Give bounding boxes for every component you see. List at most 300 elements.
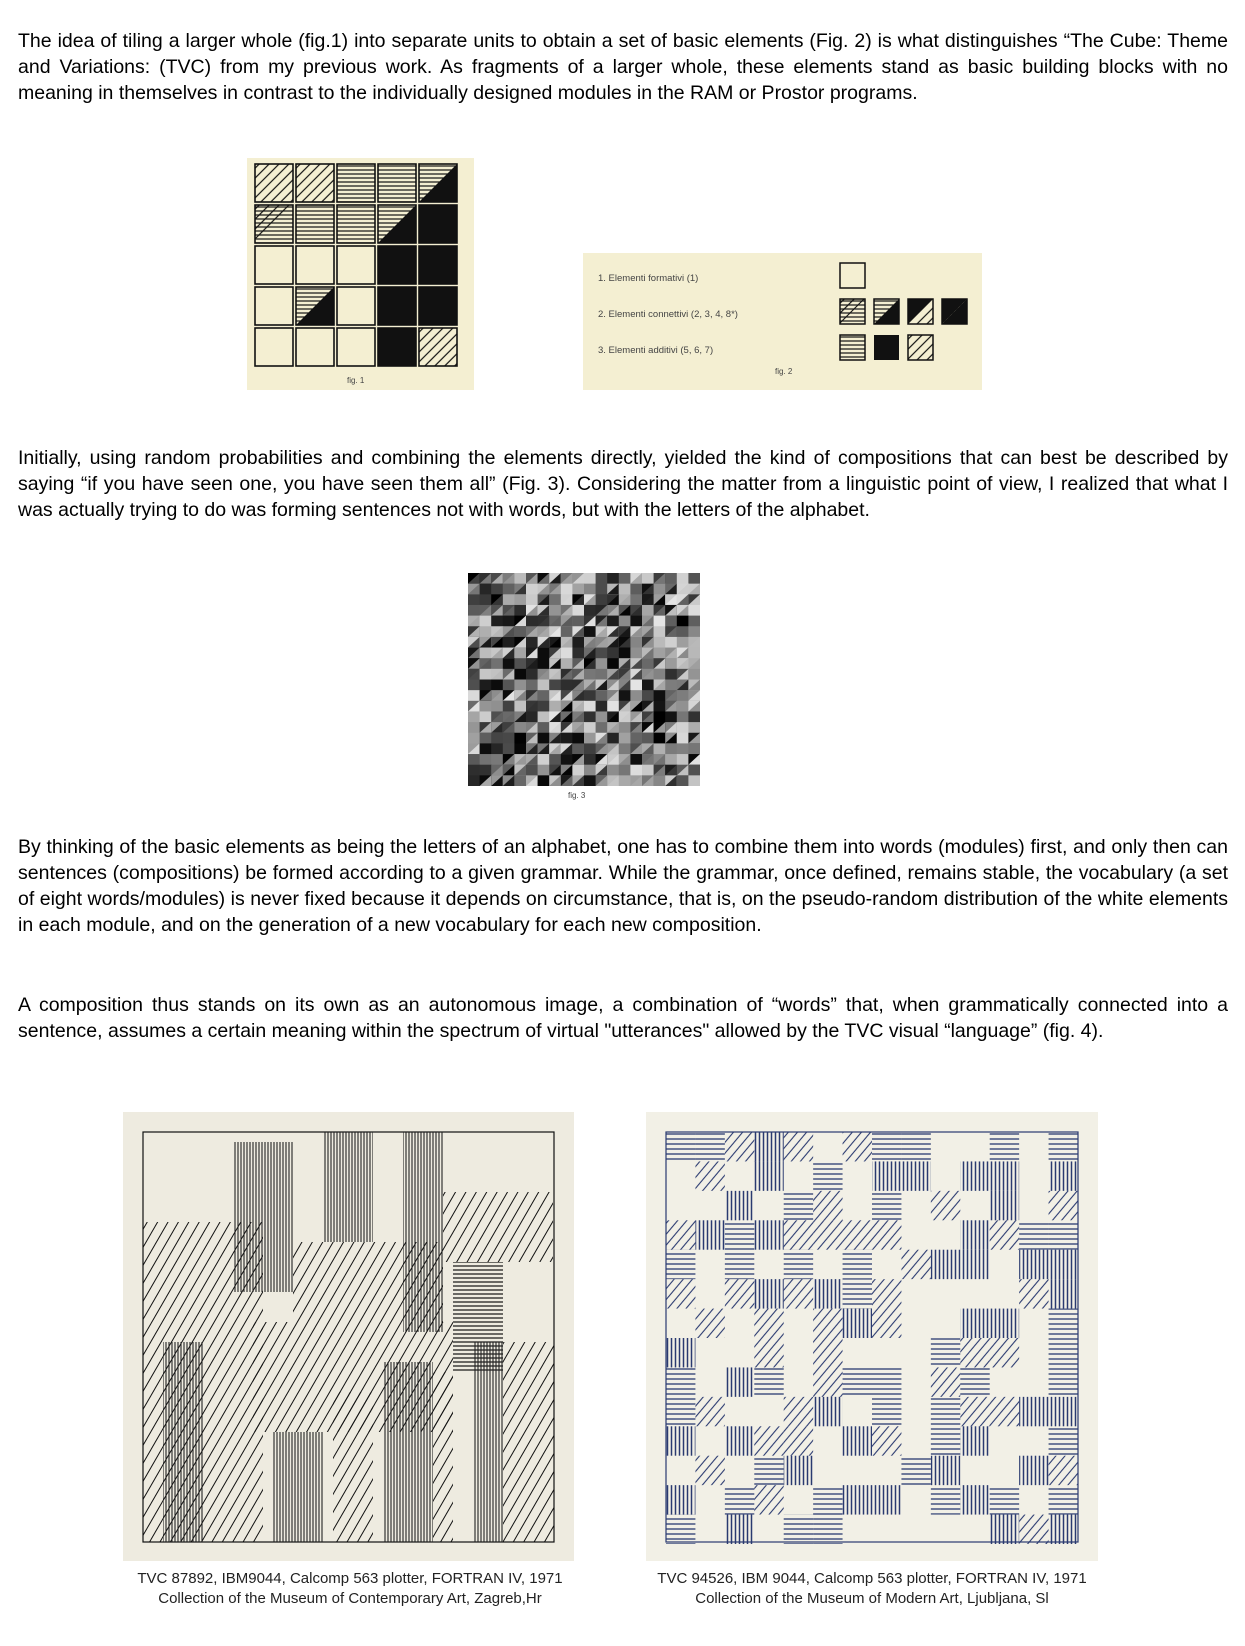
mosaic-cell — [607, 765, 619, 776]
tile — [296, 328, 334, 366]
mosaic-cell — [677, 690, 689, 701]
mosaic-cell — [503, 733, 515, 744]
plotter-cell — [960, 1426, 989, 1455]
mosaic-cell — [561, 754, 573, 765]
plotter-cell — [725, 1367, 754, 1396]
mosaic-cell — [503, 594, 515, 605]
mosaic-cell — [688, 648, 700, 659]
figure-3-label: fig. 3 — [568, 791, 586, 800]
mosaic-cell — [642, 733, 654, 744]
mosaic-cell — [538, 658, 550, 669]
plotter-cell — [990, 1515, 1019, 1544]
plotter-cell — [754, 1426, 783, 1455]
plotter-cell — [1049, 1220, 1078, 1249]
mosaic-cell — [642, 658, 654, 669]
mosaic-cell — [584, 626, 596, 637]
mosaic-cell — [619, 743, 631, 754]
mosaic-cell — [630, 594, 642, 605]
mosaic-cell — [468, 690, 480, 701]
mosaic-cell — [491, 733, 503, 744]
plotter-cell — [843, 1132, 872, 1161]
mosaic-cell — [584, 754, 596, 765]
mosaic-cell — [480, 584, 492, 595]
mosaic-cell — [526, 594, 538, 605]
mosaic-cell — [503, 658, 515, 669]
figure-1-label: fig. 1 — [347, 376, 365, 385]
plotter-cell — [931, 1250, 960, 1279]
mosaic-cell — [630, 754, 642, 765]
mosaic-cell — [514, 701, 526, 712]
mosaic-cell — [526, 616, 538, 627]
plotter-cell — [990, 1338, 1019, 1367]
plotter-cell — [843, 1220, 872, 1249]
plotter-cell — [666, 1397, 695, 1426]
mosaic-cell — [596, 584, 608, 595]
mosaic-cell — [491, 616, 503, 627]
plotter-cell — [1049, 1279, 1078, 1308]
mosaic-cell — [607, 733, 619, 744]
mosaic-cell — [654, 733, 666, 744]
mosaic-cell — [596, 648, 608, 659]
plotter-cell — [784, 1426, 813, 1455]
mosaic-cell — [480, 669, 492, 680]
mosaic-cell — [630, 616, 642, 627]
plotter-cell — [960, 1367, 989, 1396]
plotter-artwork-zagreb — [123, 1112, 574, 1561]
plotter-cell — [725, 1191, 754, 1220]
mosaic-cell — [538, 722, 550, 733]
plotter-cell — [813, 1279, 842, 1308]
mosaic-cell — [561, 584, 573, 595]
plotter-cell — [754, 1367, 783, 1396]
mosaic-cell — [480, 626, 492, 637]
tile — [378, 287, 416, 325]
mosaic-cell — [526, 765, 538, 776]
plotter-cell — [666, 1426, 695, 1455]
plotter-cell — [931, 1338, 960, 1367]
mosaic-cell — [480, 743, 492, 754]
plotter-cell — [813, 1515, 842, 1544]
mosaic-cell — [619, 733, 631, 744]
tile — [255, 164, 293, 202]
plotter-cell — [784, 1132, 813, 1161]
figure-1 — [247, 158, 474, 390]
mosaic-cell — [584, 605, 596, 616]
mosaic-cell — [654, 637, 666, 648]
tile — [255, 328, 293, 366]
mosaic-cell — [514, 658, 526, 669]
plotter-cell — [960, 1161, 989, 1190]
mosaic-cell — [596, 669, 608, 680]
plotter-cell — [666, 1515, 695, 1544]
plotter-cell — [784, 1250, 813, 1279]
random-mosaic-image — [468, 573, 700, 786]
plotter-cell — [813, 1367, 842, 1396]
plotter-cell — [784, 1397, 813, 1426]
plotter-cell — [1049, 1485, 1078, 1514]
mosaic-cell — [480, 616, 492, 627]
mosaic-cell — [572, 743, 584, 754]
plotter-cell — [666, 1367, 695, 1396]
plotter-cell — [872, 1191, 901, 1220]
tile — [378, 246, 416, 284]
mosaic-cell — [468, 605, 480, 616]
plotter-cell — [666, 1250, 695, 1279]
mosaic-cell — [665, 743, 677, 754]
figure-4-left — [123, 1112, 574, 1561]
plotter-cell — [901, 1456, 930, 1485]
tile — [296, 205, 334, 243]
mosaic-cell — [619, 616, 631, 627]
tile — [419, 246, 457, 284]
mosaic-cell — [503, 616, 515, 627]
mosaic-cell — [514, 775, 526, 786]
mosaic-cell — [468, 775, 480, 786]
mosaic-cell — [572, 584, 584, 595]
mosaic-cell — [480, 754, 492, 765]
plotter-cell — [784, 1515, 813, 1544]
figure-4-right — [646, 1112, 1098, 1561]
mosaic-cell — [688, 765, 700, 776]
plotter-cell — [754, 1279, 783, 1308]
plotter-cell — [784, 1191, 813, 1220]
tile — [419, 287, 457, 325]
plotter-cell — [990, 1220, 1019, 1249]
plotter-cell — [1049, 1456, 1078, 1485]
plotter-cell — [872, 1220, 901, 1249]
plotter-cell — [1049, 1132, 1078, 1161]
mosaic-cell — [596, 711, 608, 722]
mosaic-cell — [549, 754, 561, 765]
mosaic-cell — [514, 722, 526, 733]
mosaic-cell — [538, 701, 550, 712]
plotter-cell — [1019, 1397, 1048, 1426]
mosaic-cell — [654, 701, 666, 712]
plotter-cell — [843, 1309, 872, 1338]
plotter-cell — [960, 1309, 989, 1338]
mosaic-cell — [503, 637, 515, 648]
mosaic-cell — [654, 616, 666, 627]
plotter-cell — [931, 1191, 960, 1220]
plotter-cell — [931, 1426, 960, 1455]
mosaic-cell — [514, 743, 526, 754]
mosaic-cell — [677, 616, 689, 627]
plotter-cell — [843, 1485, 872, 1514]
plotter-cell — [695, 1309, 724, 1338]
mosaic-cell — [642, 680, 654, 691]
mosaic-cell — [619, 722, 631, 733]
plotter-cell — [725, 1279, 754, 1308]
mosaic-cell — [665, 637, 677, 648]
mosaic-cell — [688, 743, 700, 754]
plotter-cell — [872, 1132, 901, 1161]
plotter-cell — [695, 1220, 724, 1249]
mosaic-cell — [538, 754, 550, 765]
plotter-cell — [1049, 1309, 1078, 1338]
mosaic-cell — [538, 765, 550, 776]
mosaic-cell — [630, 584, 642, 595]
plotter-cell — [931, 1456, 960, 1485]
mosaic-cell — [538, 690, 550, 701]
mosaic-cell — [561, 626, 573, 637]
mosaic-cell — [654, 584, 666, 595]
mosaic-cell — [688, 626, 700, 637]
plotter-cell — [960, 1397, 989, 1426]
mosaic-cell — [514, 680, 526, 691]
plotter-cell — [872, 1397, 901, 1426]
mosaic-cell — [572, 637, 584, 648]
mosaic-cell — [665, 573, 677, 584]
mosaic-cell — [677, 743, 689, 754]
mosaic-cell — [584, 690, 596, 701]
mosaic-cell — [665, 711, 677, 722]
mosaic-cell — [654, 775, 666, 786]
mosaic-cell — [480, 765, 492, 776]
mosaic-cell — [468, 765, 480, 776]
mosaic-cell — [596, 690, 608, 701]
mosaic-cell — [526, 711, 538, 722]
figure-2-label: fig. 2 — [775, 367, 793, 376]
elements-legend-image — [838, 261, 978, 381]
caption-left-line2: Collection of the Museum of Contemporary Art, Zagreb,Hr — [158, 1590, 542, 1607]
mosaic-cell — [642, 573, 654, 584]
mosaic-cell — [607, 573, 619, 584]
mosaic-cell — [538, 680, 550, 691]
mosaic-cell — [526, 637, 538, 648]
plotter-cell — [1049, 1426, 1078, 1455]
plotter-cell — [784, 1279, 813, 1308]
mosaic-cell — [503, 743, 515, 754]
plotter-cell — [931, 1485, 960, 1514]
mosaic-cell — [549, 680, 561, 691]
tile — [337, 287, 375, 325]
mosaic-cell — [584, 669, 596, 680]
mosaic-cell — [688, 573, 700, 584]
mosaic-cell — [526, 680, 538, 691]
mosaic-cell — [584, 584, 596, 595]
mosaic-cell — [630, 690, 642, 701]
plotter-artwork-ljubljana — [646, 1112, 1098, 1561]
mosaic-cell — [688, 605, 700, 616]
mosaic-cell — [596, 594, 608, 605]
mosaic-cell — [514, 594, 526, 605]
mosaic-cell — [584, 733, 596, 744]
mosaic-cell — [468, 733, 480, 744]
mosaic-cell — [584, 701, 596, 712]
plotter-cell — [813, 1485, 842, 1514]
paragraph-alphabet: By thinking of the basic elements as being the letters of an alphabet, one has to combine them into words (modules) first, and only then can sentences (compositions) be formed according to a given grammar. While the grammar, once defined, remains stable, the vocabulary (a set of eight words/modules) is never fixed because it depends on circumstance, that is, on the pseudo-random distribution of the white elements in each module, and on the generation of a new vocabulary for each new composition. — [18, 836, 1228, 936]
plotter-cell — [725, 1485, 754, 1514]
plotter-cell — [695, 1132, 724, 1161]
mosaic-cell — [654, 711, 666, 722]
mosaic-cell — [468, 754, 480, 765]
mosaic-cell — [480, 701, 492, 712]
plotter-cell — [813, 1220, 842, 1249]
plotter-cell — [990, 1485, 1019, 1514]
paragraph-intro: The idea of tiling a larger whole (fig.1) into separate units to obtain a set of basic elements (Fig. 2) is what distinguishes “The Cube: Theme and Variations: (TVC) from my previous work. As fragments of a larger whole, these elements stand as basic building blocks with no meaning in themselves in contrast to the individually designed modules in the RAM or Prostor programs. — [18, 30, 1228, 104]
mosaic-cell — [514, 669, 526, 680]
mosaic-cell — [584, 743, 596, 754]
mosaic-cell — [572, 605, 584, 616]
mosaic-cell — [596, 658, 608, 669]
plotter-cell — [990, 1161, 1019, 1190]
tile — [378, 164, 416, 202]
mosaic-cell — [607, 701, 619, 712]
mosaic-cell — [561, 658, 573, 669]
mosaic-cell — [572, 616, 584, 627]
plotter-cell — [754, 1132, 783, 1161]
plotter-cell — [872, 1161, 901, 1190]
mosaic-cell — [677, 722, 689, 733]
plotter-cell — [1049, 1515, 1078, 1544]
caption-left — [100, 1569, 600, 1609]
mosaic-cell — [538, 733, 550, 744]
mosaic-cell — [572, 733, 584, 744]
mosaic-cell — [468, 711, 480, 722]
plotter-cell — [666, 1279, 695, 1308]
tile — [337, 328, 375, 366]
caption-right — [622, 1569, 1122, 1609]
tile — [255, 205, 293, 243]
plotter-cell — [725, 1250, 754, 1279]
mosaic-cell — [654, 648, 666, 659]
plotter-cell — [754, 1220, 783, 1249]
mosaic-cell — [526, 584, 538, 595]
mosaic-cell — [677, 626, 689, 637]
plotter-cell — [784, 1220, 813, 1249]
mosaic-cell — [677, 733, 689, 744]
mosaic-cell — [642, 605, 654, 616]
plotter-cell — [666, 1338, 695, 1367]
mosaic-cell — [538, 711, 550, 722]
mosaic-cell — [619, 765, 631, 776]
tile — [378, 205, 416, 243]
plotter-cell — [754, 1309, 783, 1338]
plotter-cell — [901, 1132, 930, 1161]
mosaic-cell — [491, 701, 503, 712]
plotter-cell — [1049, 1338, 1078, 1367]
mosaic-cell — [514, 626, 526, 637]
plotter-cell — [695, 1397, 724, 1426]
mosaic-cell — [688, 669, 700, 680]
plotter-cell — [872, 1279, 901, 1308]
mosaic-cell — [665, 680, 677, 691]
mosaic-cell — [607, 648, 619, 659]
mosaic-cell — [584, 775, 596, 786]
mosaic-cell — [677, 573, 689, 584]
tile — [255, 287, 293, 325]
plotter-cell — [931, 1367, 960, 1396]
plotter-cell — [754, 1485, 783, 1514]
mosaic-cell — [514, 648, 526, 659]
plotter-cell — [813, 1397, 842, 1426]
plotter-cell — [931, 1397, 960, 1426]
plotter-cell — [901, 1250, 930, 1279]
mosaic-cell — [677, 754, 689, 765]
plotter-cell — [960, 1485, 989, 1514]
mosaic-cell — [619, 584, 631, 595]
paragraph-random: Initially, using random probabilities and combining the elements directly, yielded the kind of compositions that can best be described by saying “if you have seen one, you have seen them all” (Fig. 3). Considering the matter from a linguistic point of view, I realized that what I was actually trying to do was forming sentences not with words, but with the letters of the alphabet. — [18, 447, 1228, 521]
mosaic-cell — [596, 701, 608, 712]
mosaic-cell — [665, 616, 677, 627]
plotter-cell — [725, 1515, 754, 1544]
plotter-cell — [843, 1250, 872, 1279]
mosaic-cell — [480, 733, 492, 744]
mosaic-cell — [549, 605, 561, 616]
mosaic-cell — [538, 648, 550, 659]
plotter-cell — [666, 1220, 695, 1249]
plotter-cell — [754, 1161, 783, 1190]
plotter-cell — [1019, 1456, 1048, 1485]
tile — [419, 164, 457, 202]
mosaic-cell — [596, 722, 608, 733]
mosaic-cell — [665, 669, 677, 680]
plotter-cell — [1019, 1220, 1048, 1249]
plotter-cell — [843, 1367, 872, 1396]
plotter-cell — [813, 1161, 842, 1190]
mosaic-cell — [468, 722, 480, 733]
paragraph-composition: A composition thus stands on its own as an autonomous image, a combination of “words” that, when grammatically connected into a sentence, assumes a certain meaning within the spectrum of virtual "utterances" allowed by the TVC visual “language” (fig. 4). — [18, 994, 1228, 1042]
mosaic-cell — [630, 637, 642, 648]
plotter-cell — [1019, 1279, 1048, 1308]
mosaic-cell — [619, 648, 631, 659]
mosaic-cell — [514, 573, 526, 584]
plotter-cell — [990, 1191, 1019, 1220]
mosaic-cell — [491, 658, 503, 669]
plotter-cell — [960, 1220, 989, 1249]
mosaic-cell — [619, 775, 631, 786]
plotter-cell — [813, 1338, 842, 1367]
plotter-cell — [725, 1220, 754, 1249]
mosaic-cell — [549, 594, 561, 605]
mosaic-cell — [538, 775, 550, 786]
mosaic-cell — [665, 658, 677, 669]
mosaic-cell — [480, 680, 492, 691]
mosaic-cell — [572, 648, 584, 659]
tile — [419, 205, 457, 243]
mosaic-cell — [607, 616, 619, 627]
mosaic-cell — [688, 616, 700, 627]
mosaic-cell — [468, 594, 480, 605]
mosaic-cell — [561, 648, 573, 659]
mosaic-cell — [642, 690, 654, 701]
tile — [337, 246, 375, 284]
mosaic-cell — [561, 680, 573, 691]
element-row-2: 2. Elementi connettivi (2, 3, 4, 8*) — [598, 309, 738, 320]
plotter-cell — [813, 1191, 842, 1220]
mosaic-cell — [688, 775, 700, 786]
plotter-cell — [725, 1426, 754, 1455]
plotter-cell — [872, 1485, 901, 1514]
mosaic-cell — [572, 765, 584, 776]
mosaic-cell — [561, 733, 573, 744]
mosaic-cell — [630, 648, 642, 659]
tile — [296, 287, 334, 325]
mosaic-cell — [619, 573, 631, 584]
tile — [419, 328, 457, 366]
mosaic-cell — [503, 680, 515, 691]
mosaic-cell — [654, 743, 666, 754]
plotter-cell — [901, 1161, 930, 1190]
mosaic-cell — [677, 701, 689, 712]
mosaic-cell — [688, 722, 700, 733]
plotter-cell — [872, 1309, 901, 1338]
plotter-cell — [990, 1309, 1019, 1338]
element-row-3: 3. Elementi additivi (5, 6, 7) — [598, 345, 714, 356]
tile — [255, 246, 293, 284]
plotter-cell — [1019, 1515, 1048, 1544]
plotter-cell — [813, 1309, 842, 1338]
